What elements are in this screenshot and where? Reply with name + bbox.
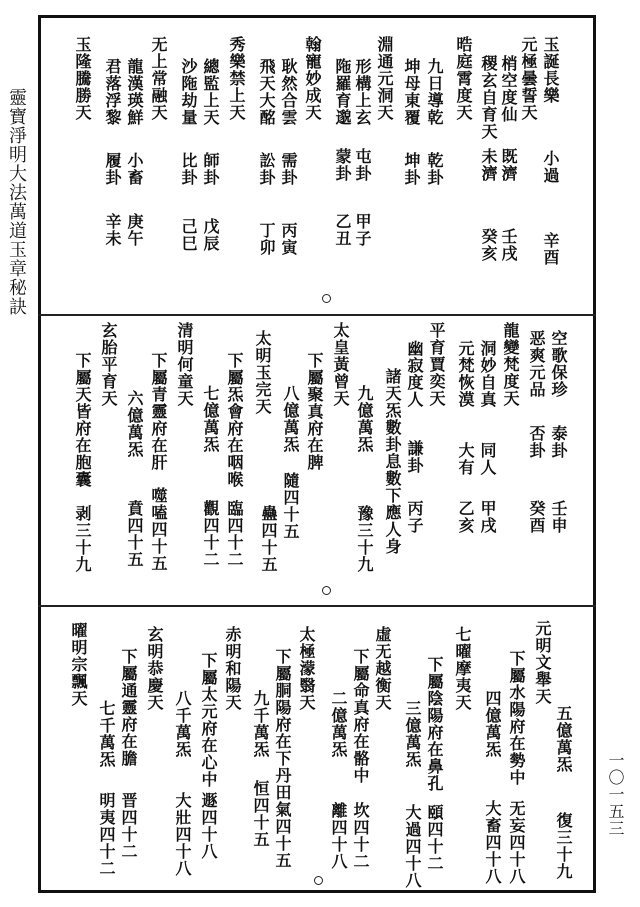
text-column: 大過四十八	[403, 804, 422, 889]
text-column: 元梵恢漠	[456, 340, 475, 408]
text-column: 乾卦	[425, 152, 444, 186]
text-column: 元明文舉天	[533, 620, 552, 705]
text-column: 平育賈奕天	[427, 322, 446, 407]
page-number: 一〇一五三	[606, 752, 625, 837]
text-column: 太明玉完天	[253, 330, 272, 415]
text-column: 蠱四十五	[259, 505, 278, 573]
text-column: 諸天炁數卦息數下應人身	[383, 368, 402, 555]
text-column: 乙亥	[456, 500, 475, 534]
text-column: 比卦	[179, 152, 198, 186]
text-column: 太皇黃曾天	[331, 322, 350, 407]
text-column: 辛酉	[541, 232, 560, 266]
text-column: 虛无越衡天	[373, 626, 392, 711]
circle-mark	[322, 294, 331, 303]
text-column: 戊辰	[201, 218, 220, 252]
text-column: 元極曇誓天	[519, 36, 538, 121]
text-column: 幽寂度人	[405, 340, 424, 408]
text-column: 離四十八	[329, 802, 348, 870]
text-column: 无妄四十八	[507, 800, 526, 885]
text-column: 丙子	[405, 500, 424, 534]
text-column: 晧庭霄度天	[454, 36, 473, 121]
text-column: 二億萬炁	[329, 690, 348, 758]
text-column: 坤卦	[402, 152, 421, 186]
text-column: 玄胎平育天	[99, 322, 118, 407]
text-column: 空歌保珍	[549, 330, 568, 398]
text-column: 明夷四十二	[97, 792, 116, 877]
text-column: 遯四十八	[199, 792, 218, 860]
text-column: 四億萬炁	[483, 690, 502, 758]
text-column: 謙卦	[405, 440, 424, 474]
text-column: 下屬水陽府在勢中	[507, 650, 526, 786]
section-divider-top	[38, 314, 596, 316]
text-column: 下屬炁會府在咽喉	[225, 352, 244, 488]
text-column: 需卦	[279, 152, 298, 186]
side-title: 靈寶淨明大法萬道玉章秘訣	[6, 88, 27, 316]
text-column: 大壯四十八	[173, 792, 192, 877]
text-column: 噬嗑四十五	[149, 487, 168, 572]
text-column: 同人	[478, 442, 497, 476]
text-column: 晋四十二	[119, 792, 138, 860]
text-column: 泰卦	[549, 425, 568, 459]
text-column: 恒四十五	[251, 780, 270, 848]
text-column: 八千萬炁	[173, 690, 192, 758]
text-column: 无上常融天	[149, 36, 168, 121]
text-column: 豫三十九	[355, 505, 374, 573]
circle-mark	[314, 876, 323, 885]
text-column: 屯卦	[353, 148, 372, 182]
text-column: 七億萬炁	[201, 385, 220, 453]
text-column: 形構上玄	[353, 58, 372, 126]
text-column: 乙丑	[333, 213, 352, 247]
text-column: 辛未	[103, 213, 122, 247]
text-column: 耿然合雲	[279, 58, 298, 126]
text-column: 剥三十九	[73, 505, 92, 573]
text-column: 復三十九	[554, 812, 573, 880]
text-column: 下屬命真府在骼中	[351, 648, 370, 784]
text-column: 丁卯	[257, 222, 276, 256]
text-column: 梢空度仙	[499, 55, 518, 123]
text-column: 九億萬炁	[355, 385, 374, 453]
text-column: 小畜	[125, 152, 144, 186]
text-column: 五億萬炁	[554, 705, 573, 773]
text-column: 否卦	[527, 425, 546, 459]
text-column: 清明何童天	[175, 322, 194, 407]
section-divider-bottom	[38, 605, 596, 607]
text-column: 庚午	[125, 213, 144, 247]
circle-mark	[322, 586, 331, 595]
text-column: 龍漢瑛鮮	[125, 58, 144, 126]
text-column: 下屬通靈府在膽	[119, 648, 138, 767]
text-column: 翰寵妙成天	[303, 36, 322, 121]
text-column: 六億萬炁	[125, 390, 144, 458]
text-column: 三億萬炁	[403, 700, 422, 768]
text-column: 玄明恭慶天	[145, 626, 164, 711]
text-column: 七曜摩夷天	[453, 626, 472, 711]
text-column: 龍變梵度天	[501, 322, 520, 407]
text-column: 曜明宗飄天	[69, 622, 88, 707]
text-column: 九千萬炁	[251, 690, 270, 758]
text-column: 洞妙自真	[478, 340, 497, 408]
text-column: 玉誕長樂	[541, 36, 560, 104]
text-column: 觀四十二	[201, 500, 220, 568]
text-column: 飛天大酩	[257, 58, 276, 126]
text-column: 甲戌	[478, 500, 497, 534]
text-column: 下屬青靈府在肝	[149, 352, 168, 471]
text-column: 陁羅育邈	[333, 58, 352, 126]
text-column: 丙寅	[279, 222, 298, 256]
text-column: 癸亥	[479, 228, 498, 262]
text-column: 隨四十五	[281, 472, 300, 540]
text-column: 履卦	[103, 152, 122, 186]
text-column: 秀樂禁上天	[227, 36, 246, 121]
text-column: 坤母東覆	[402, 58, 421, 126]
text-column: 坎四十二	[351, 802, 370, 870]
text-column: 沙陁劫量	[179, 58, 198, 126]
text-column: 臨四十二	[225, 500, 244, 568]
text-column: 下屬太元府在心中	[199, 652, 218, 788]
text-column: 總監上天	[201, 58, 220, 126]
text-column: 蒙卦	[333, 148, 352, 182]
text-column: 下屬胴陽府在下丹田氣四十五	[273, 648, 292, 869]
text-column: 太極濛翳天	[297, 626, 316, 711]
text-column: 大有	[456, 442, 475, 476]
text-column: 頤四十二	[425, 804, 444, 872]
text-column: 訟卦	[257, 152, 276, 186]
text-column: 師卦	[201, 152, 220, 186]
text-column: 九日導乾	[425, 58, 444, 126]
text-column: 下屬天皆府在胞囊	[73, 352, 92, 488]
text-column: 壬申	[549, 500, 568, 534]
text-column: 玉隆騰勝天	[73, 36, 92, 121]
text-column: 既濟	[499, 148, 518, 182]
text-column: 癸酉	[527, 500, 546, 534]
text-column: 未濟	[479, 148, 498, 182]
text-column: 七千萬炁	[97, 700, 116, 768]
text-column: 壬戌	[499, 228, 518, 262]
text-column: 小過	[541, 150, 560, 184]
text-column: 大畜四十八	[483, 800, 502, 885]
text-column: 甲子	[353, 213, 372, 247]
text-column: 賁四十五	[125, 500, 144, 568]
text-column: 赤明和陽天	[223, 626, 242, 711]
text-column: 己巳	[179, 218, 198, 252]
text-column: 下屬聚真府在脾	[305, 352, 324, 471]
text-column: 八億萬炁	[281, 385, 300, 453]
text-column: 君落浮黎	[103, 58, 122, 126]
text-column: 稷玄自育天	[479, 55, 498, 140]
text-column: 淵通元洞天	[375, 36, 394, 121]
text-column: 恶爽元品	[527, 330, 546, 398]
text-column: 下屬陰陽府在鼻孔	[425, 656, 444, 792]
